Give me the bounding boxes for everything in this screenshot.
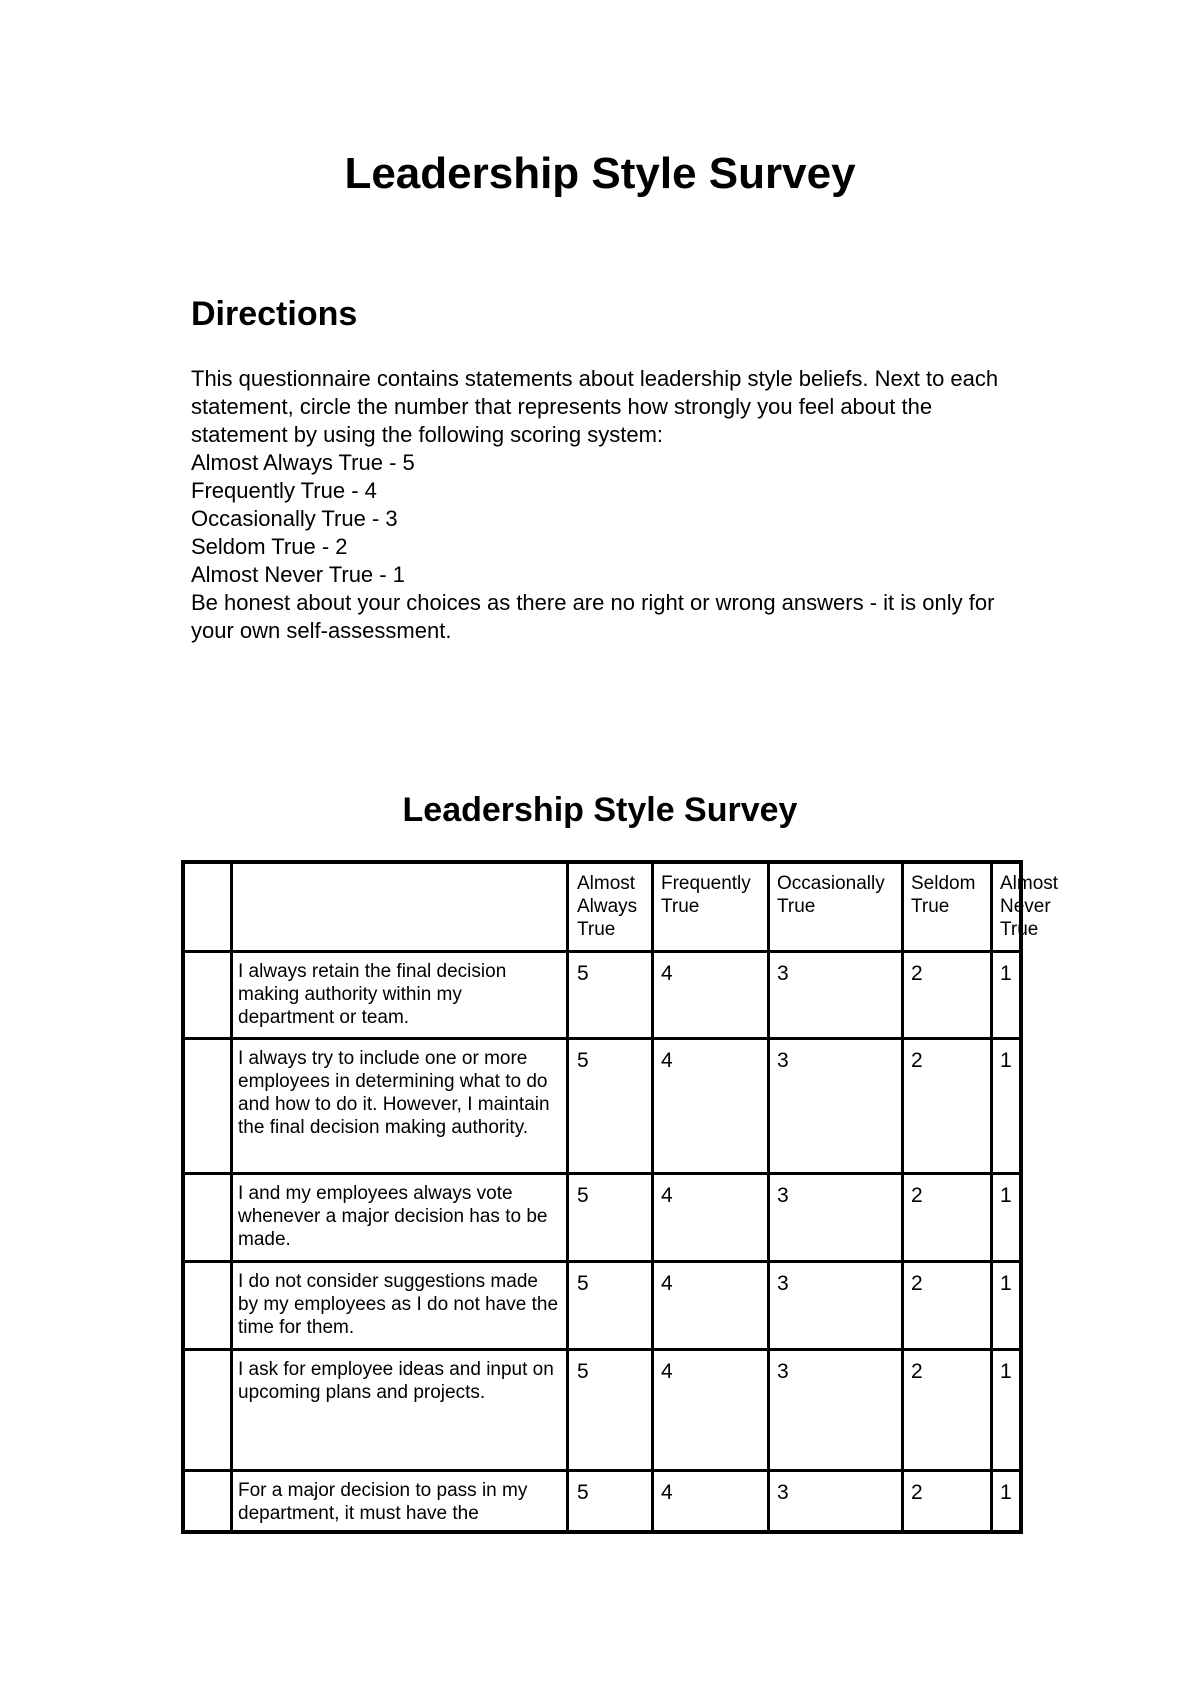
header-frequently-true: Frequently True <box>661 873 751 917</box>
statement-4: I do not consider suggestions made by my employees as I do not have the time for them. <box>238 1271 559 1338</box>
score-option-6-3[interactable]: 3 <box>777 1481 789 1504</box>
score-option-2-5[interactable]: 5 <box>577 1049 589 1072</box>
column-divider <box>990 864 993 1530</box>
page-title: Leadership Style Survey <box>344 149 856 198</box>
score-option-4-3[interactable]: 3 <box>777 1272 789 1295</box>
row-divider <box>185 1037 1019 1040</box>
score-option-1-5[interactable]: 5 <box>577 962 589 985</box>
column-divider <box>566 864 569 1530</box>
score-option-4-4[interactable]: 4 <box>661 1272 673 1295</box>
score-option-3-3[interactable]: 3 <box>777 1184 789 1207</box>
score-option-3-5[interactable]: 5 <box>577 1184 589 1207</box>
score-option-5-2[interactable]: 2 <box>911 1360 923 1383</box>
score-option-2-3[interactable]: 3 <box>777 1049 789 1072</box>
score-option-5-1[interactable]: 1 <box>1000 1360 1012 1383</box>
score-option-1-2[interactable]: 2 <box>911 962 923 985</box>
scale-item-5: Almost Always True - 5 <box>191 450 415 475</box>
row-divider <box>185 1260 1019 1263</box>
header-almost-always-true: Almost Always True <box>577 873 638 940</box>
score-option-4-5[interactable]: 5 <box>577 1272 589 1295</box>
score-option-6-5[interactable]: 5 <box>577 1481 589 1504</box>
row-divider <box>185 950 1019 953</box>
score-option-2-2[interactable]: 2 <box>911 1049 923 1072</box>
column-divider <box>651 864 654 1530</box>
score-option-2-4[interactable]: 4 <box>661 1049 673 1072</box>
table-title: Leadership Style Survey <box>402 791 798 829</box>
statement-1: I always retain the final decision making authority within my department or team. <box>238 961 507 1028</box>
row-divider <box>185 1348 1019 1351</box>
score-option-1-4[interactable]: 4 <box>661 962 673 985</box>
column-divider <box>230 864 233 1530</box>
score-option-1-1[interactable]: 1 <box>1000 962 1012 985</box>
statement-3: I and my employees always vote whenever a major decision has to be made. <box>238 1183 548 1250</box>
score-option-4-1[interactable]: 1 <box>1000 1272 1012 1295</box>
statement-2: I always try to include one or more employees in determining what to do and how to do it. However, I maintain the final decision making authority. <box>238 1048 550 1138</box>
score-option-3-4[interactable]: 4 <box>661 1184 673 1207</box>
directions-intro: This questionnaire contains statements about leadership style beliefs. Next to each statement, circle the number that represents how strongly you feel about the statement by using the following scoring system: <box>191 366 999 447</box>
score-option-2-1[interactable]: 1 <box>1000 1049 1012 1072</box>
row-divider <box>185 1469 1019 1472</box>
row-divider <box>185 1172 1019 1175</box>
column-divider <box>901 864 904 1530</box>
score-option-5-4[interactable]: 4 <box>661 1360 673 1383</box>
column-divider <box>767 864 770 1530</box>
score-option-5-5[interactable]: 5 <box>577 1360 589 1383</box>
score-option-3-2[interactable]: 2 <box>911 1184 923 1207</box>
score-option-6-1[interactable]: 1 <box>1000 1481 1012 1504</box>
directions-text <box>191 365 1011 645</box>
header-seldom-true: Seldom True <box>911 873 976 917</box>
statement-5: I ask for employee ideas and input on upcoming plans and projects. <box>238 1359 554 1403</box>
scale-item-3: Occasionally True - 3 <box>191 506 398 531</box>
score-option-6-2[interactable]: 2 <box>911 1481 923 1504</box>
survey-table <box>181 860 1059 1534</box>
score-option-4-2[interactable]: 2 <box>911 1272 923 1295</box>
score-option-1-3[interactable]: 3 <box>777 962 789 985</box>
scale-item-4: Frequently True - 4 <box>191 478 377 503</box>
statement-6: For a major decision to pass in my department, it must have the <box>238 1480 528 1524</box>
score-option-5-3[interactable]: 3 <box>777 1360 789 1383</box>
header-occasionally-true: Occasionally True <box>777 873 885 917</box>
directions-heading: Directions <box>191 295 358 333</box>
score-option-3-1[interactable]: 1 <box>1000 1184 1012 1207</box>
scale-item-1: Almost Never True - 1 <box>191 562 405 587</box>
header-almost-never-true: Almost Never True <box>1000 873 1059 940</box>
directions-note: Be honest about your choices as there are no right or wrong answers - it is only for your own self-assessment. <box>191 590 995 643</box>
score-option-6-4[interactable]: 4 <box>661 1481 673 1504</box>
scale-item-2: Seldom True - 2 <box>191 534 348 559</box>
